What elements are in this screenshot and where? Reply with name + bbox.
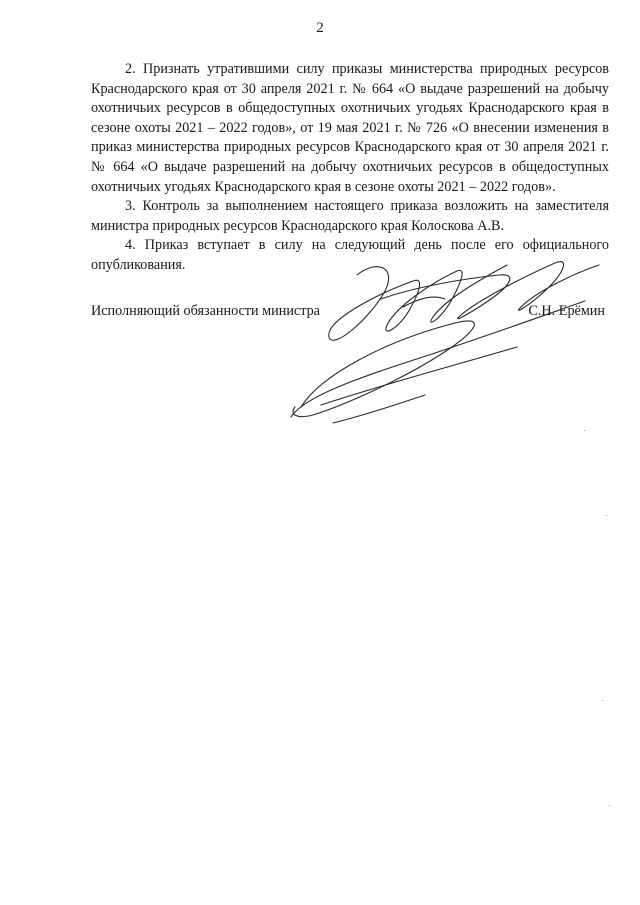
- scan-speck: [609, 805, 610, 806]
- scan-speck: [606, 515, 607, 516]
- scan-speck: [584, 430, 585, 431]
- paragraph-effective-date: 4. Приказ вступает в силу на следующий день после его официального опубликования.: [91, 237, 609, 273]
- signature-block: [91, 302, 609, 322]
- signer-name: С.Н. Ерёмин: [528, 303, 605, 319]
- paragraph-control: 3. Контроль за выполнением настоящего приказа возложить на заместителя министра природных ресурсов Краснодарского края Колоскова А.В.: [91, 198, 609, 234]
- handwritten-signature: [285, 255, 615, 430]
- signer-position: Исполняющий обязанности министра: [91, 303, 320, 319]
- scan-speck: [602, 700, 603, 701]
- paragraph-repeal-orders: 2. Признать утратившими силу приказы министерства природных ресурсов Краснодарского края от 30 апреля 2021 г. № 664 «О выдаче разрешений на добычу охотничьих ресурсов в общедоступных охотничьих угодьях Краснодарского края в сезоне охоты 2021 – 2022 годов», от 19 мая 2021 г. № 726 «О внесении изменения в приказ министерства природных ресурсов Краснодарского края от 30 апреля 2021 г. № 664 «О выдаче разрешений на добычу охотничьих ресурсов в общедоступных охотничьих угодьях Краснодарского края в сезоне охоты 2021 – 2022 годов».: [91, 61, 609, 195]
- document-body: [91, 60, 609, 276]
- page-number: 2: [316, 20, 324, 36]
